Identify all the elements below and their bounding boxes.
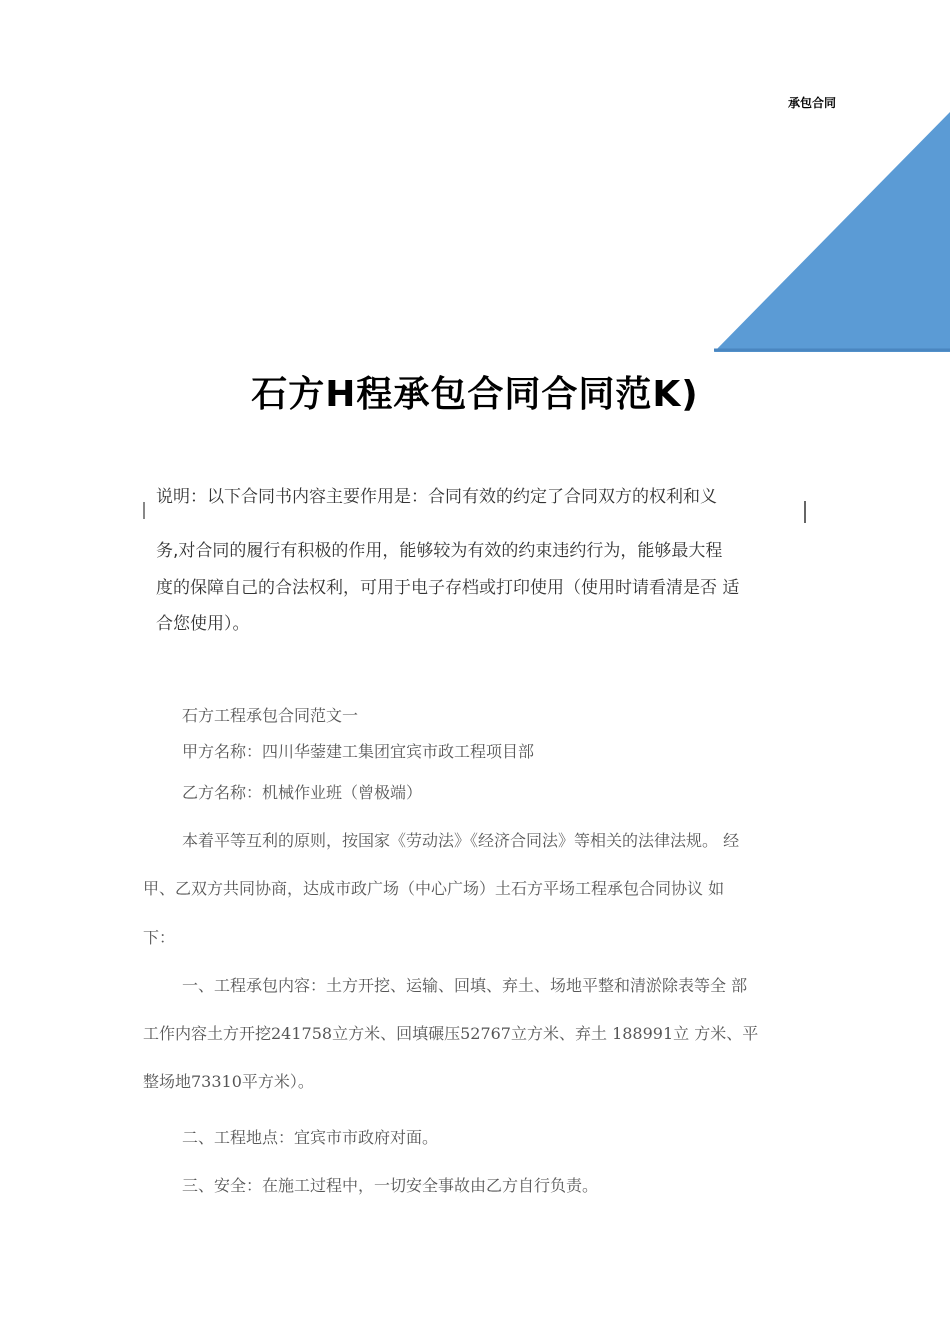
bracket-left-mark [143, 502, 145, 519]
body-line: 甲、乙双方共同协商，达成市政广场（中心广场）土石方平场工程承包合同协议 如 [143, 879, 725, 898]
document-title: 石方H程承包合同合同范K) [251, 374, 699, 415]
note-line: 度的保障自己的合法权利，可用于电子存档或打印使用（使用时请看清是否 适 [156, 578, 740, 598]
body-line-party-b: 乙方名称：机械作业班（曾极端） [182, 783, 423, 802]
body-line-clause-1: 一、工程承包内容：土方开挖、运输、回填、弃土、场地平整和清淤除表等全 部 [182, 976, 748, 995]
bracket-right-mark [804, 501, 806, 523]
note-line: 务,对合同的履行有积极的作用，能够较为有效的约束违约行为，能够最大程 [156, 541, 723, 561]
body-line-clause-2: 二、工程地点：宜宾市市政府对面。 [182, 1128, 439, 1147]
body-line: 本着平等互利的原则，按国家《劳动法》《经济合同法》等相关的法律法规。 经 [182, 831, 740, 850]
body-line: 下： [143, 928, 176, 947]
corner-triangle-decoration [714, 112, 950, 352]
body-line-section-title: 石方工程承包合同范文一 [182, 706, 359, 725]
triangle-shape [714, 112, 950, 352]
body-line-party-a: 甲方名称：四川华蓥建工集团宜宾市政工程项目部 [182, 742, 535, 761]
body-line-clause-3: 三、安全：在施工过程中，一切安全事故由乙方自行负责。 [182, 1176, 599, 1195]
body-line: 整场地73310平方米）。 [143, 1072, 314, 1091]
note-line: 说明：以下合同书内容主要作用是：合同有效的约定了合同双方的权利和义 [156, 487, 717, 507]
body-line: 工作内容土方开挖241758立方米、回填碾压52767立方米、弃土 188991立 方米、平 [143, 1024, 759, 1043]
note-line: 合您使用）。 [156, 614, 250, 634]
header-label: 承包合同 [787, 96, 836, 110]
